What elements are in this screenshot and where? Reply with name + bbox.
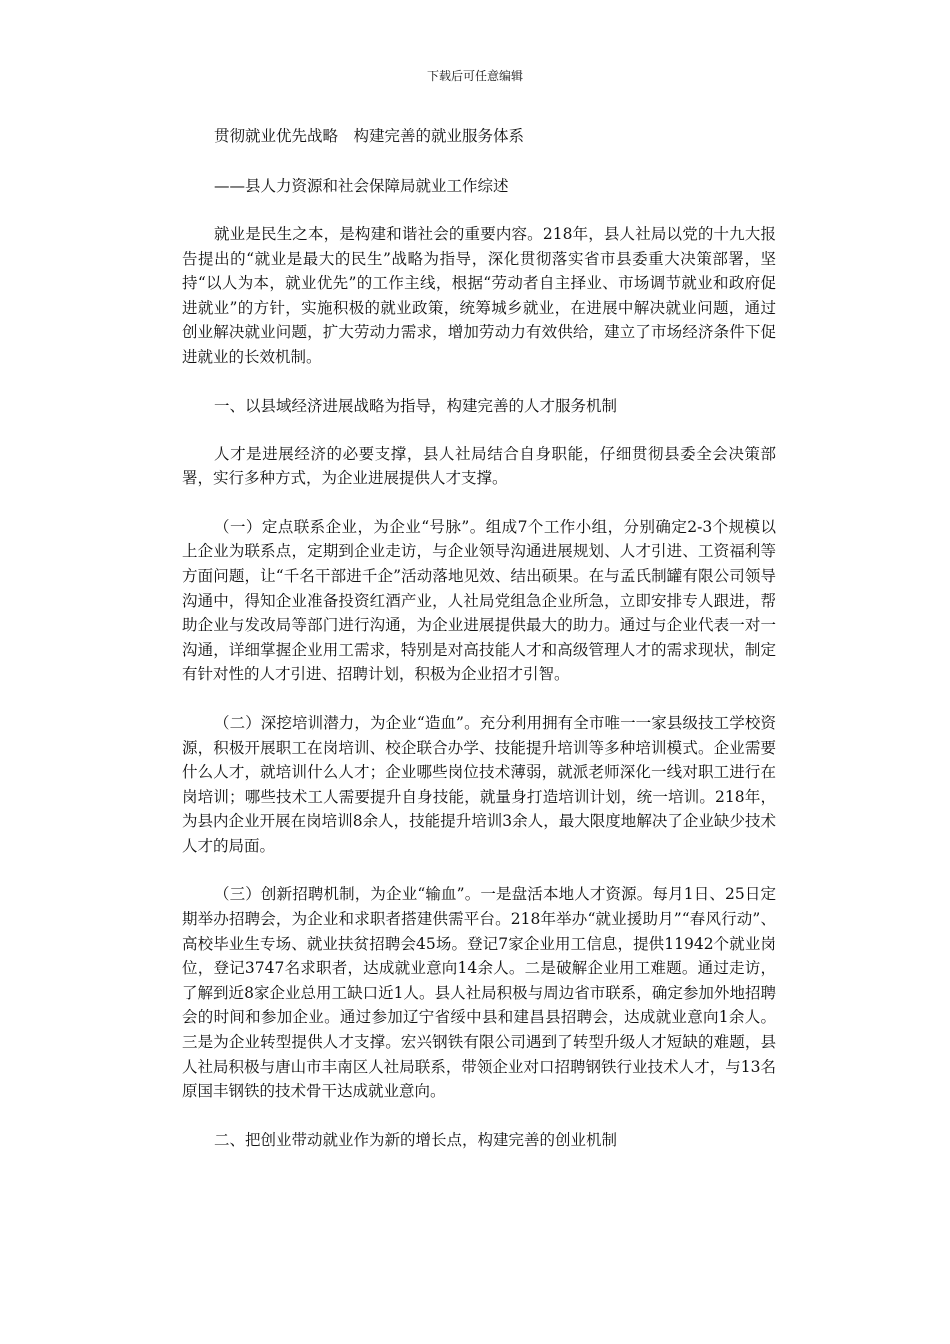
section-1-item-3-paragraph: （三）创新招聘机制，为企业“输血”。一是盘活本地人才资源。每月1日、25日定期举办招聘会，为企业和求职者搭建供需平台。218年举办“就业援助月”“春风行动”、高校毕业生专场、就业扶贫招聘会45场。登记7家企业用工信息，提供11942个就业岗位，登记3747名求职者，达成就业意向14余人。二是破解企业用工难题。通过走访，了解到近8家企业总用工缺口近1人。县人社局积极与周边省市联系，确定参加外地招聘会的时间和参加企业。通过参加辽宁省绥中县和建昌县招聘会，达成就业意向1余人。三是为企业转型提供人才支撑。宏兴钢铁有限公司遇到了转型升级人才短缺的难题，县人社局积极与唐山市丰南区人社局联系，带领企业对口招聘钢铁行业技术人才，与13名原国丰钢铁的技术骨干达成就业意向。	[182, 885, 776, 1101]
section-2-heading: 二、把创业带动就业作为新的增长点，构建完善的创业机制	[214, 1130, 618, 1149]
document-title: 贯彻就业优先战略 构建完善的就业服务体系	[214, 127, 525, 145]
section-1-heading: 一、以县域经济进展战略为指导，构建完善的人才服务机制	[214, 396, 618, 415]
section-1-item-2-paragraph: （二）深挖培训潜力，为企业“造血”。充分利用拥有全市唯一一家县级技工学校资源，积极开展职工在岗培训、校企联合办学、技能提升培训等多种培训模式。企业需要什么人才，就培训什么人才；企业哪些岗位技术薄弱，就派老师深化一线对职工进行在岗培训；哪些技术工人需要提升自身技能，就量身打造培训计划，统一培训。218年，为县内企业开展在岗培训8余人，技能提升培训3余人，最大限度地解决了企业缺少技术人才的局面。	[182, 713, 776, 855]
intro-paragraph: 就业是民生之本，是构建和谐社会的重要内容。218年，县人社局以党的十九大报告提出的“就业是最大的民生”战略为指导，深化贯彻落实省市县委重大决策部署，坚持“以人为本，就业优先”的工作主线，根据“劳动者自主择业、市场调节就业和政府促进就业”的方针，实施积极的就业政策，统筹城乡就业，在进展中解决就业问题，通过创业解决就业问题，扩大劳动力需求，增加劳动力有效供给，建立了市场经济条件下促进就业的长效机制。	[182, 225, 776, 366]
section-1-lead-paragraph: 人才是进展经济的必要支撑，县人社局结合自身职能，仔细贯彻县委全会决策部署，实行多种方式，为企业进展提供人才支撑。	[182, 444, 776, 488]
section-1-item-1-paragraph: （一）定点联系企业，为企业“号脉”。组成7个工作小组，分别确定2-3个规模以上企业为联系点，定期到企业走访，与企业领导沟通进展规划、人才引进、工资福利等方面问题，让“千名干部进千企”活动落地见效、结出硕果。在与孟氏制罐有限公司领导沟通中，得知企业准备投资红酒产业，人社局党组急企业所急，立即安排专人跟进，帮助企业与发改局等部门进行沟通，为企业进展提供最大的助力。通过与企业代表一对一沟通，详细掌握企业用工需求，特别是对高技能人才和高级管理人才的需求现状，制定有针对性的人才引进、招聘计划，积极为企业招才引智。	[182, 517, 776, 684]
header-note: 下载后可任意编辑	[426, 69, 523, 83]
document-body	[182, 124, 776, 1176]
document-subtitle: ——县人力资源和社会保障局就业工作综述	[214, 177, 509, 195]
